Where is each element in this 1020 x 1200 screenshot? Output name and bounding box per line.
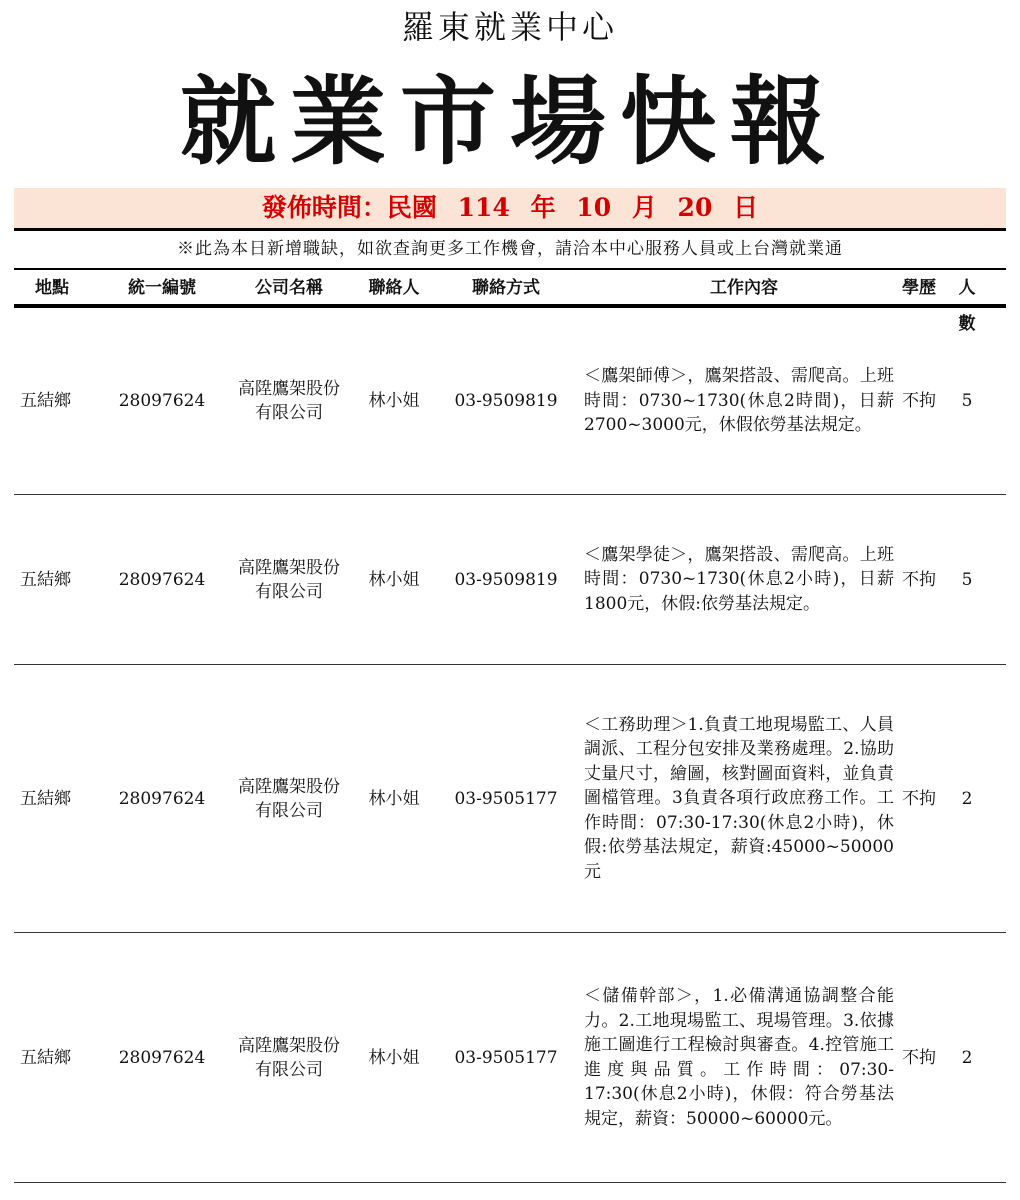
cell-contact: 林小姐 <box>368 569 420 590</box>
cell-phone: 03-9509819 <box>454 391 558 411</box>
date-day: 20 <box>677 193 713 222</box>
cell-count: 5 <box>961 391 973 411</box>
cell-location: 五結鄉 <box>20 1047 71 1068</box>
cell-count: 5 <box>961 569 973 590</box>
org-name: 羅東就業中心 <box>401 8 618 46</box>
cell-education: 不拘 <box>902 788 936 809</box>
cell-education: 不拘 <box>902 1047 936 1068</box>
cell-company-id: 28097624 <box>118 391 206 411</box>
table-row <box>14 308 1006 495</box>
header-contact: 聯絡人 <box>368 278 420 298</box>
cell-company: 高陞鷹架股份有限公司 <box>238 1035 340 1080</box>
cell-company-id: 28097624 <box>118 788 206 809</box>
header-location: 地點 <box>35 278 69 298</box>
cell-contact: 林小姐 <box>368 391 420 411</box>
table-row <box>14 933 1006 1183</box>
cell-company-id: 28097624 <box>118 569 206 590</box>
cell-education: 不拘 <box>902 569 936 590</box>
publish-date-band <box>14 188 1006 231</box>
table-row <box>14 665 1006 933</box>
header-phone: 聯絡方式 <box>472 278 540 298</box>
cell-job: ＜工務助理＞1.負責工地現場監工、人員調派、工程分包安排及業務處理。2.協助丈量尺寸，繪圖，核對圖面資料，並負責圖檔管理。3負責各項行政庶務工作。工作時間：07:30-17:30(休息2小時)，休假:依勞基法規定，薪資:45000~50000元 <box>584 714 894 882</box>
header-job: 工作內容 <box>710 278 778 298</box>
cell-location: 五結鄉 <box>20 569 71 590</box>
page-title: 就業市場快報 <box>180 65 840 178</box>
table-header <box>14 268 1006 334</box>
cell-phone: 03-9505177 <box>454 788 558 809</box>
cell-location: 五結鄉 <box>20 391 71 411</box>
cell-location: 五結鄉 <box>20 788 71 809</box>
cell-company: 高陞鷹架股份有限公司 <box>238 776 340 821</box>
cell-job-wrap <box>584 933 904 1182</box>
cell-job: ＜鷹架學徒＞，鷹架搭設、需爬高。上班時間：0730~1730(休息2小時)，日薪1800元，休假:依勞基法規定。 <box>584 544 894 614</box>
date-month-unit: 月 <box>631 193 657 222</box>
header-company-id: 統一編號 <box>128 278 196 298</box>
cell-phone: 03-9505177 <box>454 1047 558 1068</box>
cell-job: ＜儲備幹部＞，1.必備溝通協調整合能力。2.工地現場監工、現場管理。3.依據施工圖進行工程檢討與審查。4.控管施工進度與品質。工作時間：07:30-17:30(休息2小時)，休假：符合勞基法規定，薪資：50000~60000元。 <box>584 986 894 1129</box>
cell-education: 不拘 <box>902 391 936 411</box>
header-count: 人數 <box>958 278 976 334</box>
date-label: 發佈時間：民國 <box>261 193 437 222</box>
cell-count: 2 <box>961 1047 973 1068</box>
header-company: 公司名稱 <box>255 278 323 298</box>
cell-job-wrap <box>584 665 904 932</box>
cell-contact: 林小姐 <box>368 788 420 809</box>
cell-company: 高陞鷹架股份有限公司 <box>238 379 340 423</box>
table-row <box>14 495 1006 665</box>
cell-job: ＜鷹架師傅＞，鷹架搭設、需爬高。上班時間：0730~1730(休息2時間)，日薪2700~3000元，休假依勞基法規定。 <box>584 366 894 436</box>
cell-job-wrap <box>584 308 904 494</box>
date-year-unit: 年 <box>530 193 556 222</box>
cell-job-wrap <box>584 495 904 664</box>
cell-company-id: 28097624 <box>118 1047 206 1068</box>
date-month: 10 <box>576 193 612 222</box>
cell-company: 高陞鷹架股份有限公司 <box>238 557 340 602</box>
header-education: 學歷 <box>902 278 936 298</box>
cell-phone: 03-9509819 <box>454 569 558 590</box>
date-year: 114 <box>457 193 510 222</box>
cell-contact: 林小姐 <box>368 1047 420 1068</box>
notice-text: ※此為本日新增職缺，如欲查詢更多工作機會，請洽本中心服務人員或上台灣就業通 <box>177 239 843 259</box>
cell-count: 2 <box>961 788 973 809</box>
date-day-unit: 日 <box>733 193 759 222</box>
